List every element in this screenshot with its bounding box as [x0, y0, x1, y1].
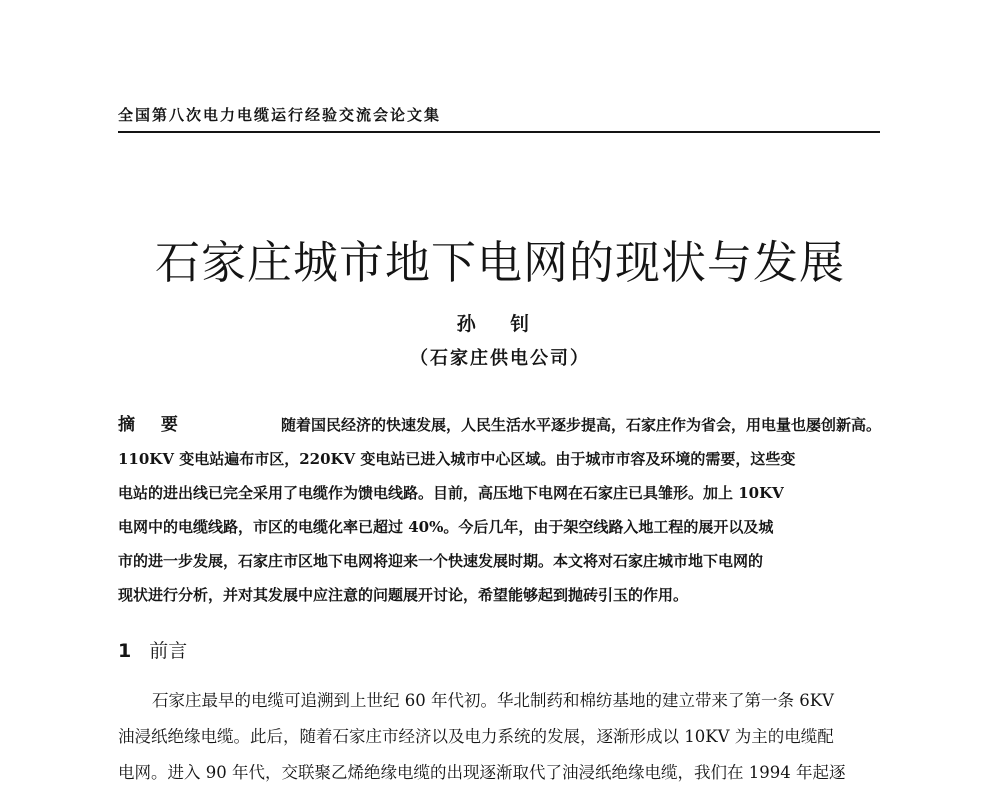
body-line: 电网。进入 90 年代，交联聚乙烯绝缘电缆的出现逐渐取代了油浸纸绝缘电缆，我们在 1994 年起逐 [118, 763, 846, 782]
abstract-line: 市的进一步发展，石家庄市区地下电网将迎来一个快速发展时期。本文将对石家庄城市地下电网的 [118, 552, 764, 570]
body-line: 油浸纸绝缘电缆。此后，随着石家庄市经济以及电力系统的发展，逐渐形成以 10KV 为主的电缆配 [118, 727, 834, 746]
abstract-line: 110KV 变电站遍布市区，220KV 变电站已进入城市中心区域。由于城市市容及环境的需要，这些变 [118, 450, 796, 468]
section-title: 前言 [149, 640, 188, 662]
running-header: 全国第八次电力电缆运行经验交流会论文集 [118, 106, 442, 124]
abstract-line-text: 随着国民经济的快速发展，人民生活水平逐步提高，石家庄作为省会，用电量也屡创新高。 [280, 416, 881, 434]
body-text [118, 683, 881, 791]
body-line: 石家庄最早的电缆可追溯到上世纪 60 年代初。华北制药和棉纺基地的建立带来了第一条 6KV [152, 691, 834, 710]
author-name: 孙 钊 [456, 313, 544, 335]
abstract-line: 电网中的电缆线路，市区的电缆化率已超过 40%。今后几年，由于架空线路入地工程的展开以及城 [118, 518, 774, 536]
header-rule [118, 131, 880, 133]
abstract-line: 现状进行分析，并对其发展中应注意的问题展开讨论，希望能够起到抛砖引玉的作用。 [118, 586, 689, 604]
abstract-line: 电站的进出线已完全采用了电缆作为馈电线路。目前，高压地下电网在石家庄已具雏形。加上 10KV [118, 484, 784, 502]
abstract-label: 摘 要 [118, 415, 188, 435]
section-number: 1 [118, 640, 132, 662]
author-affiliation: （石家庄供电公司） [410, 348, 590, 369]
section-heading [118, 636, 187, 663]
abstract-line [118, 408, 881, 442]
paper-title: 石家庄城市地下电网的现状与发展 [154, 236, 845, 289]
abstract [118, 408, 881, 612]
